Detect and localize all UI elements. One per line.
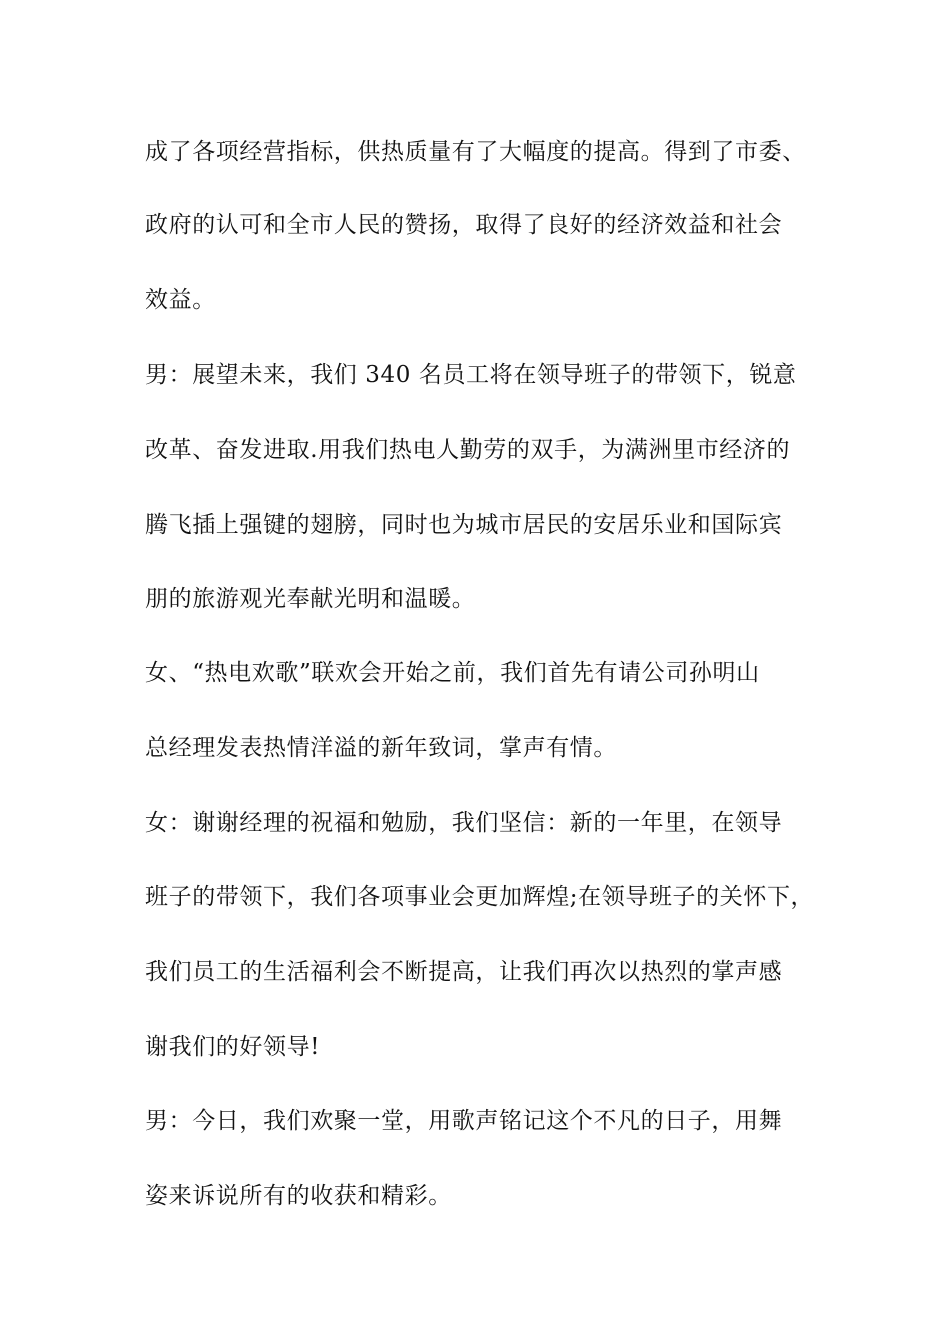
- text-line: 女：谢谢经理的祝福和勉励，我们坚信：新的一年里，在领导: [145, 810, 783, 836]
- text-line: 谢我们的好领导!: [145, 1034, 321, 1060]
- text-line: 政府的认可和全市人民的赞扬，取得了良好的经济效益和社会: [145, 212, 783, 238]
- text-line: 男：展望未来，我们 340 名员工将在领导班子的带领下，锐意: [145, 362, 797, 388]
- text-line: 男：今日，我们欢聚一堂，用歌声铭记这个不凡的日子，用舞: [145, 1108, 783, 1134]
- text-line: 改革、奋发进取.用我们热电人勤劳的双手，为满洲里市经济的: [145, 437, 791, 463]
- text-line: 效益。: [145, 287, 216, 313]
- text-line: 成了各项经营指标，供热质量有了大幅度的提高。得到了市委、: [145, 139, 806, 165]
- text-line: 我们员工的生活福利会不断提高，让我们再次以热烈的掌声感: [145, 959, 783, 985]
- text-line: 班子的带领下，我们各项事业会更加辉煌;在领导班子的关怀下，: [145, 884, 815, 910]
- text-line: 姿来诉说所有的收获和精彩。: [145, 1183, 452, 1209]
- text-line: 朋的旅游观光奉献光明和温暖。: [145, 586, 476, 612]
- text-line: 女、“热电欢歌”联欢会开始之前，我们首先有请公司孙明山: [145, 660, 760, 686]
- text-line: 总经理发表热情洋溢的新年致词，掌声有情。: [145, 735, 617, 761]
- text-line: 腾飞插上强键的翅膀，同时也为城市居民的安居乐业和国际宾: [145, 512, 783, 538]
